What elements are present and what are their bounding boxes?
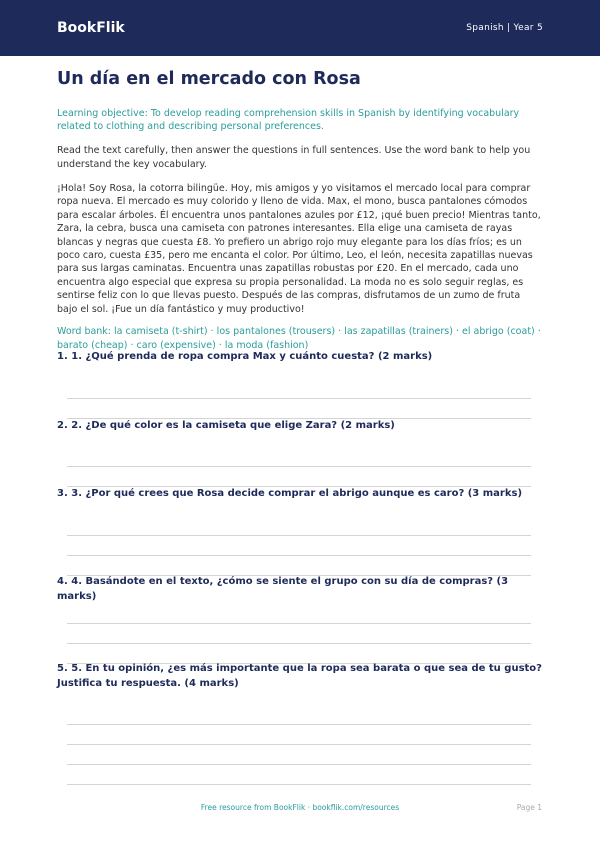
subject-year-label: Spanish | Year 5: [466, 23, 543, 33]
answer-line[interactable]: [67, 555, 531, 556]
answer-line[interactable]: [67, 535, 531, 536]
worksheet-content: [0, 68, 600, 352]
brand-logo[interactable]: BookFlik: [57, 20, 125, 36]
question-2: 2. 2. ¿De qué color es la camiseta que elige Zara? (2 marks): [57, 420, 395, 431]
page-footer: [0, 803, 600, 815]
answer-line[interactable]: [67, 643, 531, 644]
question-5: 5. 5. En tu opinión, ¿es más importante que la ropa sea barata o que sea de tu gusto? Justifica tu respuesta. (4 marks): [57, 663, 542, 689]
footer-link[interactable]: Free resource from BookFlik · bookflik.com/resources: [200, 803, 400, 812]
learning-objective: Learning objective: To develop reading comprehension skills in Spanish by identifying vocabulary related to clothing and describing personal preferences.: [57, 108, 520, 132]
question-3: 3. 3. ¿Por qué crees que Rosa decide comprar el abrigo aunque es caro? (3 marks): [57, 488, 523, 499]
answer-line[interactable]: [67, 724, 531, 725]
answer-line[interactable]: [67, 764, 531, 765]
answer-line[interactable]: [67, 784, 531, 785]
question-4: 4. 4. Basándote en el texto, ¿cómo se siente el grupo con su día de compras? (3 marks): [57, 576, 509, 602]
page-title: Un día en el mercado con Rosa: [57, 69, 361, 89]
answer-line[interactable]: [67, 398, 531, 399]
question-1: 1. 1. ¿Qué prenda de ropa compra Max y cuánto cuesta? (2 marks): [57, 351, 433, 362]
answer-line[interactable]: [67, 744, 531, 745]
reading-passage: ¡Hola! Soy Rosa, la cotorra bilingüe. Hoy, mis amigos y yo visitamos el mercado local para comprar ropa nueva. El mercado es muy colorido y lleno de vida. Max, el mono, busca pantalones cómodos para escalar árboles. Él encuentra unos pantalones azules por £12, ¡qué buen precio! Mientras tanto, Zara, la cebra, busca una camiseta con patrones interesantes. Ella elige una camiseta de rayas blancas y negras que cuesta £8. Yo prefiero un abrigo rojo muy elegante para los días fríos; es un poco caro, cuesta £35, pero me encanta el color. Por último, Leo, el león, necesita zapatillas nuevas para sus largas caminatas. Encuentra unas zapatillas robustas por £20. En el mercado, cada uno encuentra algo especial que expresa su propia personalidad. La moda no es solo seguir reglas, es sentirse feliz con lo que llevas puesto. Después de las compras, disfrutamos de un zumo de fruta bajo el sol. ¡Fue un día fantástico y muy productivo!: [57, 183, 541, 315]
page-number: Page 1: [516, 803, 542, 812]
answer-line[interactable]: [67, 623, 531, 624]
page-header: [0, 0, 600, 56]
word-bank: Word bank: la camiseta (t-shirt) · los pantalones (trousers) · las zapatillas (trainers) · el abrigo (coat) · barato (cheap) · caro (expensive) · la moda (fashion): [57, 326, 541, 351]
answer-line[interactable]: [67, 466, 531, 467]
instructions: Read the text carefully, then answer the questions in full sentences. Use the word bank to help you understand the key vocabulary.: [57, 145, 531, 170]
